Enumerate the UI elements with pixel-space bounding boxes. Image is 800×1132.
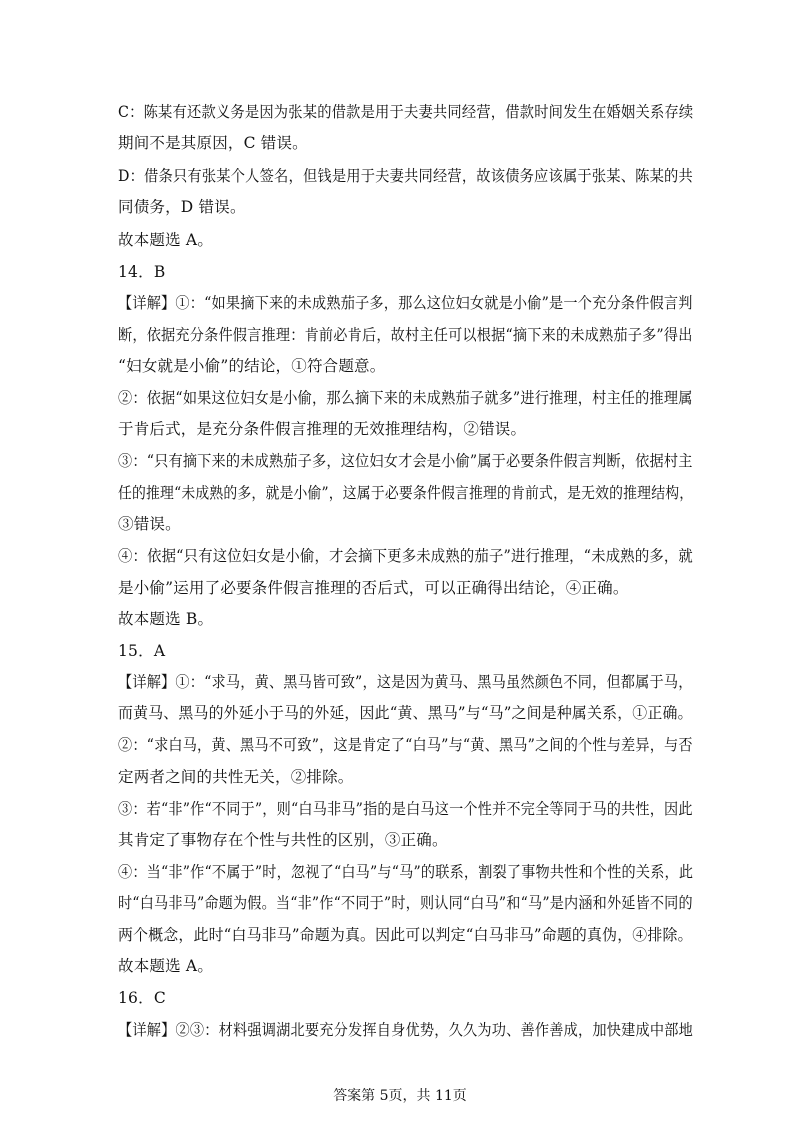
text-line: 【详解】①：“如果摘下来的未成熟茄子多，那么这位妇女就是小偷”是一个充分条件假言判 — [118, 294, 693, 312]
text-line: 断，依据充分条件假言推理：肯前必肯后，故村主任可以根据“摘下来的未成熟茄子多”得出 — [118, 326, 693, 344]
text-line: 故本题选 A。 — [118, 957, 214, 975]
text-line: 【详解】②③：材料强调湖北要充分发挥自身优势，久久为功、善作善成，加快建成中部地 — [118, 1021, 694, 1039]
text-line: 是小偷”运用了必要条件假言推理的否后式，可以正确得出结论，④正确。 — [118, 579, 629, 597]
text-line: 任的推理“未成熟的多，就是小偷”，这属于必要条件假言推理的肯前式，是无效的推理结构， — [118, 484, 694, 502]
text-line: D：借条只有张某个人签名，但钱是用于夫妻共同经营，故该债务应该属于张某、陈某的共 — [118, 167, 693, 185]
text-line: ④：依据“只有这位妇女是小偷，才会摘下更多未成熟的茄子”进行推理，“未成熟的多，就 — [118, 547, 693, 565]
text-line: 【详解】①：“求马，黄、黑马皆可致”，这是因为黄马、黑马虽然颜色不同，但都属于马， — [118, 673, 693, 691]
text-line: 定两者之间的共性无关，②排除。 — [118, 768, 354, 786]
page-footer: 答案第 5页，共 11页 — [333, 1088, 467, 1104]
text-line: ②：依据“如果这位妇女是小偷，那么摘下来的未成熟茄子就多”进行推理，村主任的推理属 — [118, 389, 693, 407]
text-line: ②：“求白马，黄、黑马不可致”，这是肯定了“白马”与“黄、黑马”之间的个性与差异，与否 — [118, 736, 693, 754]
text-line: 故本题选 B。 — [118, 610, 214, 628]
text-line: ④：当“非”作“不属于”时，忽视了“白马”与“马”的联系，割裂了事物共性和个性的关系，此 — [118, 863, 694, 881]
question-number: 14．B — [118, 263, 166, 281]
question-number: 15．A — [118, 642, 166, 660]
text-line: 故本题选 A。 — [118, 231, 214, 249]
text-line: 同债务，D 错误。 — [118, 198, 246, 216]
text-line: 两个概念，此时“白马非马”命题为真。因此可以判定“白马非马”命题的真伪，④排除。 — [118, 926, 693, 944]
text-line: ③：若“非”作“不同于”，则“白马非马”指的是白马这一个性并不完全等同于马的共性，因此 — [118, 800, 693, 818]
question-number: 16．C — [118, 989, 166, 1007]
text-line: “妇女就是小偷”的结论，①符合题意。 — [118, 357, 386, 375]
text-line: 于肯后式，是充分条件假言推理的无效推理结构，②错误。 — [118, 420, 527, 438]
text-line: 其肯定了事物存在个性与共性的区别，③正确。 — [118, 831, 448, 849]
text-line: 而黄马、黑马的外延小于马的外延，因此“黄、黑马”与“马”之间是种属关系，①正确。 — [118, 704, 693, 722]
text-line: 时“白马非马”命题为假。当“非”作“不同于”时，则认同“白马”和“马”是内涵和外延皆不同的 — [118, 894, 693, 912]
text-line: 期间不是其原因，C 错误。 — [118, 134, 308, 152]
text-line: ③：“只有摘下来的未成熟茄子多，这位妇女才会是小偷”属于必要条件假言判断，依据村主 — [118, 452, 693, 470]
text-line: C：陈某有还款义务是因为张某的借款是用于夫妻共同经营，借款时间发生在婚姻关系存续 — [118, 103, 694, 121]
text-line: ③错误。 — [118, 515, 181, 533]
